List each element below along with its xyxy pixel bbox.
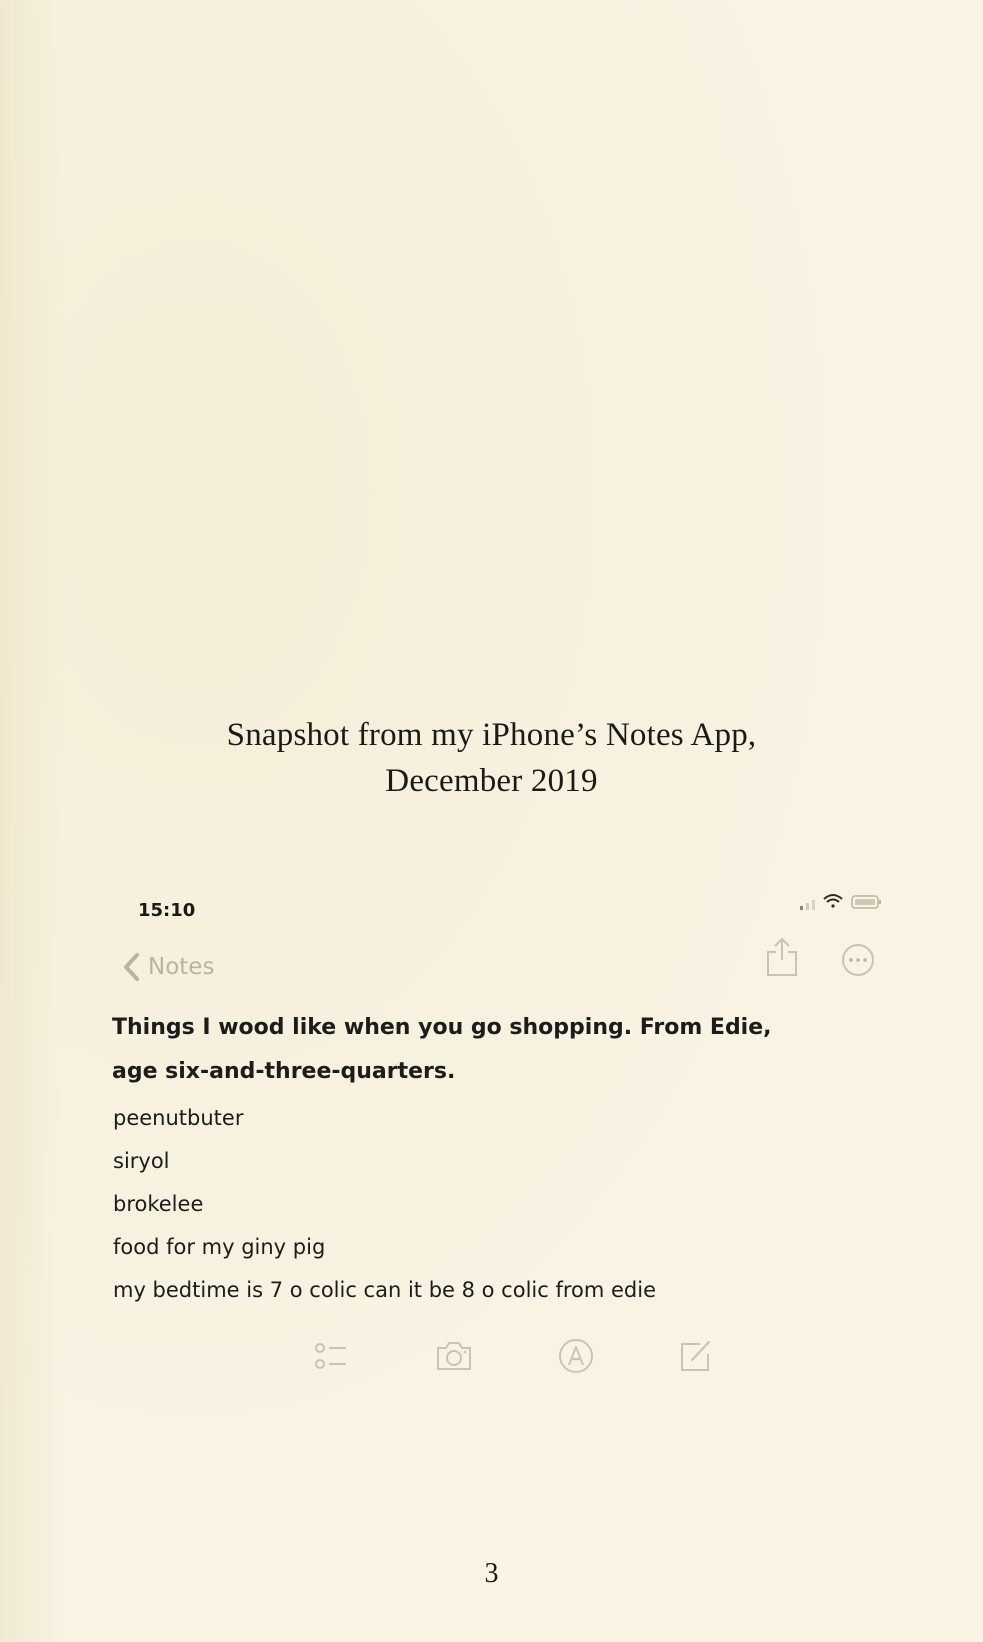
note-title[interactable]: Things I wood like when you go shopping. From Edie, age six-and-three-quarters. bbox=[112, 1015, 772, 1084]
compose-icon[interactable] bbox=[676, 1336, 716, 1376]
battery-icon bbox=[852, 896, 881, 908]
page-title-line-2: December 2019 bbox=[385, 763, 598, 799]
share-icon[interactable] bbox=[764, 936, 800, 978]
status-icons bbox=[800, 890, 890, 912]
page-number: 3 bbox=[484, 1558, 499, 1589]
back-to-notes-button[interactable] bbox=[120, 950, 214, 984]
more-icon[interactable] bbox=[840, 942, 876, 978]
page-title-line-1: Snapshot from my iPhone’s Notes App, bbox=[226, 717, 757, 753]
camera-icon[interactable] bbox=[434, 1336, 474, 1376]
note-line: peenutbuter bbox=[113, 1106, 244, 1130]
note-line: siryol bbox=[113, 1149, 170, 1173]
checklist-icon[interactable] bbox=[312, 1336, 352, 1376]
markup-icon[interactable] bbox=[556, 1336, 596, 1376]
chevron-left-icon bbox=[120, 952, 142, 982]
note-line: my bedtime is 7 o colic can it be 8 o colic from edie bbox=[113, 1278, 657, 1302]
note-body[interactable] bbox=[113, 1097, 656, 1312]
signal-icon bbox=[800, 900, 815, 910]
status-time: 15:10 bbox=[138, 900, 196, 921]
note-line: food for my giny pig bbox=[113, 1235, 326, 1259]
wifi-icon bbox=[824, 895, 842, 908]
note-line: brokelee bbox=[113, 1192, 204, 1216]
back-label: Notes bbox=[148, 954, 215, 980]
